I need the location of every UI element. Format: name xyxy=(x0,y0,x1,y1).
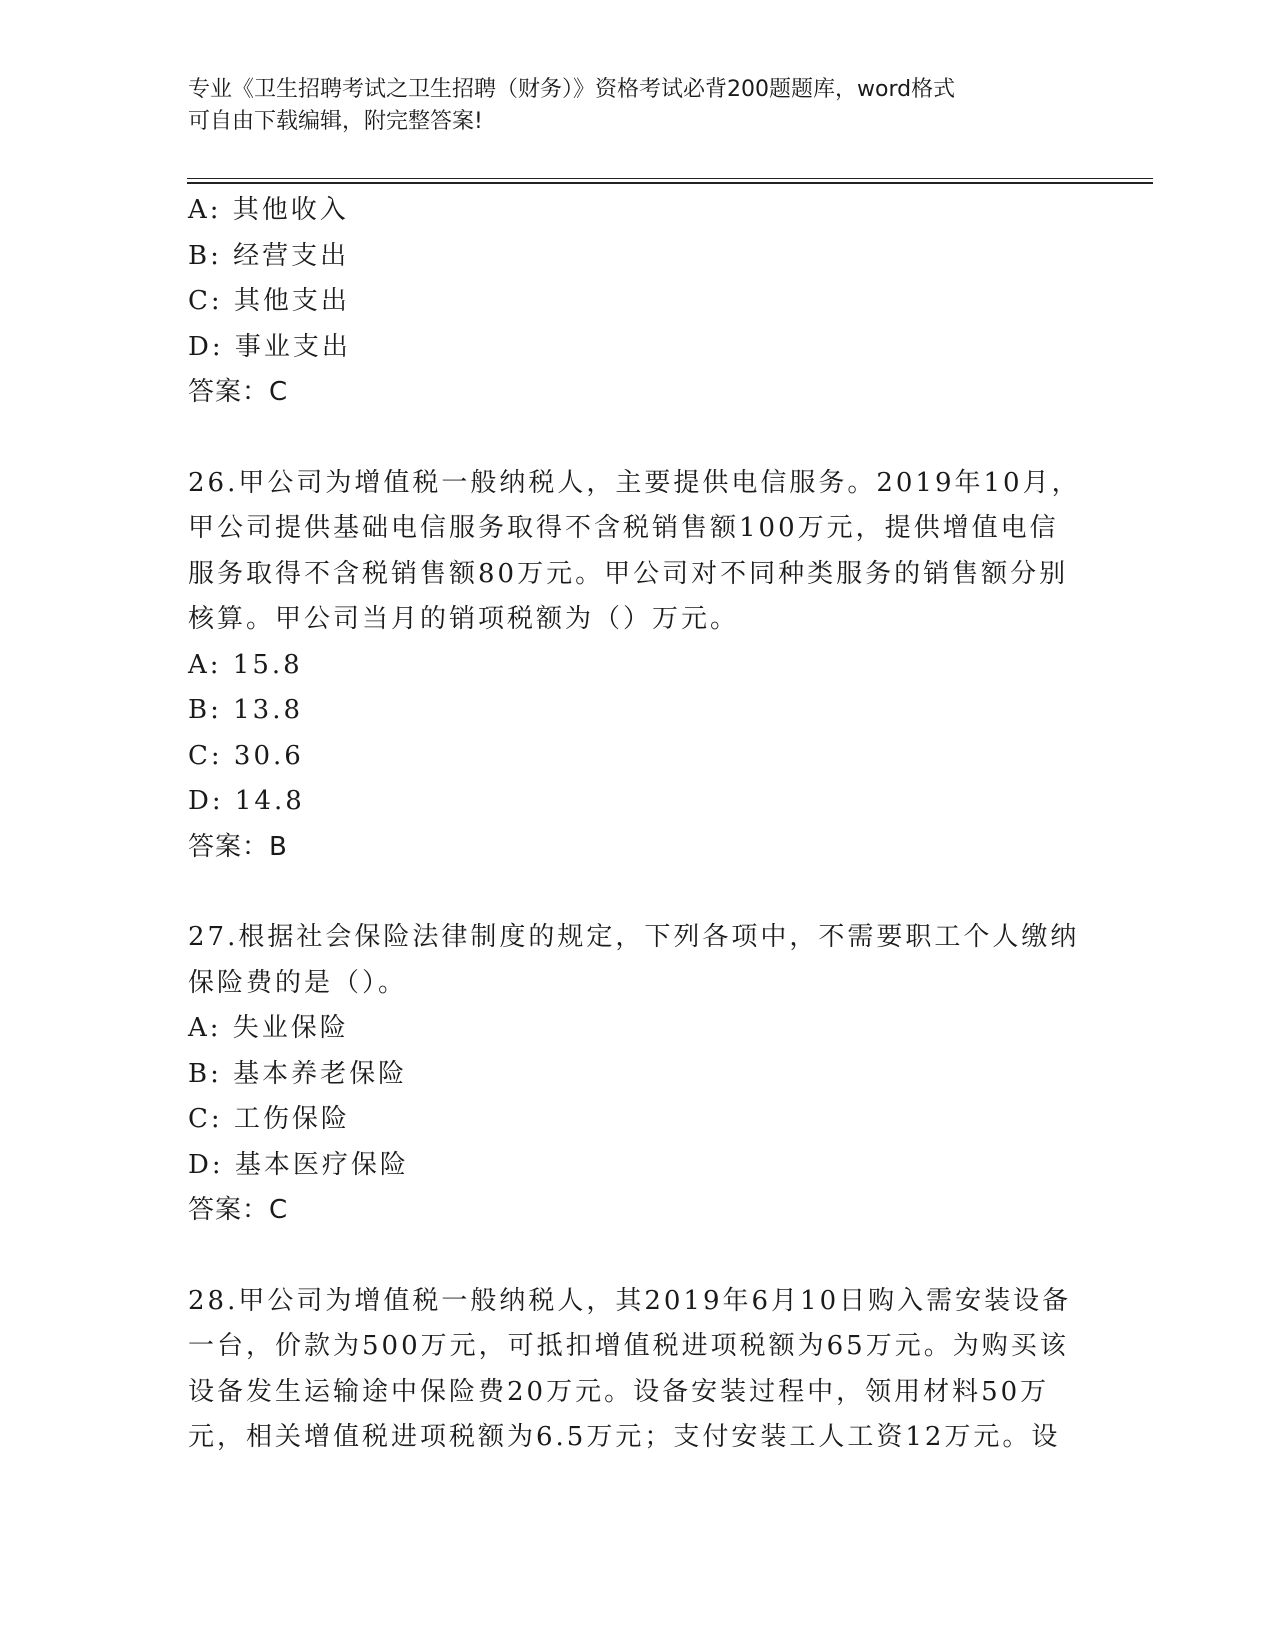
header-line-1: 专业《卫生招聘考试之卫生招聘（财务）》资格考试必背200题题库，word格式 xyxy=(188,77,956,102)
document-header xyxy=(188,74,1068,138)
question-26 xyxy=(188,461,1081,871)
question-text-line: 服务取得不含税销售额80万元。甲公司对不同种类服务的销售额分别 xyxy=(188,558,1069,589)
option-d: D: 事业支出 xyxy=(188,331,351,362)
option-d: D: 14.8 xyxy=(188,786,305,816)
question-text-line: 甲公司提供基础电信服务取得不含税销售额100万元，提供增值电信 xyxy=(188,513,1059,543)
spacer xyxy=(188,416,1078,461)
question-text-line: 保险费的是（）。 xyxy=(188,967,408,998)
option-b: B: 基本养老保险 xyxy=(188,1058,408,1089)
option-b: B: 13.8 xyxy=(188,695,304,725)
question-27 xyxy=(188,915,1078,1234)
question-25 xyxy=(188,188,1078,416)
answer: 答案：B xyxy=(188,831,288,862)
option-c: C: 30.6 xyxy=(188,740,304,771)
option-c: C: 其他支出 xyxy=(188,286,350,316)
question-text-line: 27.根据社会保险法律制度的规定，下列各项中，不需要职工个人缴纳 xyxy=(188,922,1080,952)
option-d: D: 基本医疗保险 xyxy=(188,1149,409,1180)
spacer xyxy=(188,1234,1078,1279)
question-text-line: 核算。甲公司当月的销项税额为（）万元。 xyxy=(188,604,740,634)
question-text-line: 26.甲公司为增值税一般纳税人，主要提供电信服务。2019年10月， xyxy=(188,467,1081,498)
question-text-line: 设备发生运输途中保险费20万元。设备安装过程中，领用材料50万 xyxy=(188,1376,1050,1407)
option-a: A: 其他收入 xyxy=(188,195,349,225)
header-rule-thin xyxy=(187,178,1153,179)
spacer xyxy=(188,870,1078,915)
question-28 xyxy=(188,1279,1078,1461)
document-body xyxy=(188,188,1081,1461)
header-rule-thick xyxy=(187,182,1153,184)
question-text-line: 元，相关增值税进项税额为6.5万元；支付安装工人工资12万元。设 xyxy=(188,1422,1061,1452)
question-text-line: 28.甲公司为增值税一般纳税人，其2019年6月10日购入需安装设备 xyxy=(188,1285,1072,1316)
option-c: C: 工伤保险 xyxy=(188,1104,350,1134)
question-text-line: 一台，价款为500万元，可抵扣增值税进项税额为65万元。为购买该 xyxy=(188,1331,1069,1361)
option-a: A: 失业保险 xyxy=(188,1013,349,1043)
option-a: A: 15.8 xyxy=(188,649,303,680)
header-line-2: 可自由下载编辑，附完整答案! xyxy=(188,109,483,134)
answer: 答案：C xyxy=(188,377,289,407)
option-b: B: 经营支出 xyxy=(188,240,350,271)
answer: 答案：C xyxy=(188,1195,289,1225)
